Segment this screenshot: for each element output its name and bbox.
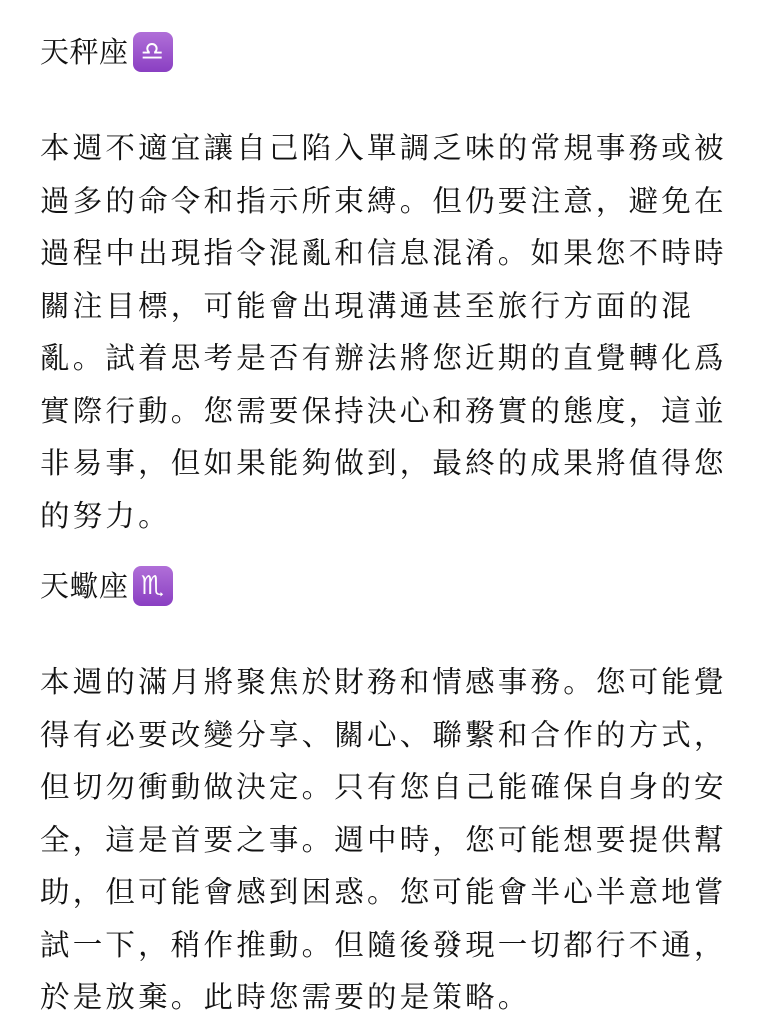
scorpio-zodiac-icon: ♏ (133, 566, 173, 606)
libra-heading (40, 32, 173, 72)
scorpio-title-text: 天蠍座 (40, 569, 129, 603)
libra-zodiac-icon: ♎ (133, 32, 173, 72)
scorpio-heading (40, 566, 173, 606)
scorpio-paragraph: 本週的滿月將聚焦於財務和情感事務。您可能覺 得有必要改變分享、關心、聯繫和合作的方式， 但切勿衝動做決定。只有您自己能確保自身的安 全，這是首要之事。週中時，您可能想要提供幫 助，但可能會感到困惑。您可能會半心半意地嘗 試一下，稍作推動。但隨後發現一切都行不通， 於是放棄。此時您需要的是策略。 (40, 665, 727, 1014)
libra-title-text: 天秤座 (40, 35, 129, 69)
libra-paragraph: 本週不適宜讓自己陷入單調乏味的常規事務或被 過多的命令和指示所束縛。但仍要注意，避免在 過程中出現指令混亂和信息混淆。如果您不時時 關注目標，可能會出現溝通甚至旅行方面的混 亂。試着思考是否有辦法將您近期的直覺轉化爲 實際行動。您需要保持決心和務實的態度，這並 非易事，但如果能夠做到，最終的成果將值得您 的努力。 (40, 131, 727, 533)
